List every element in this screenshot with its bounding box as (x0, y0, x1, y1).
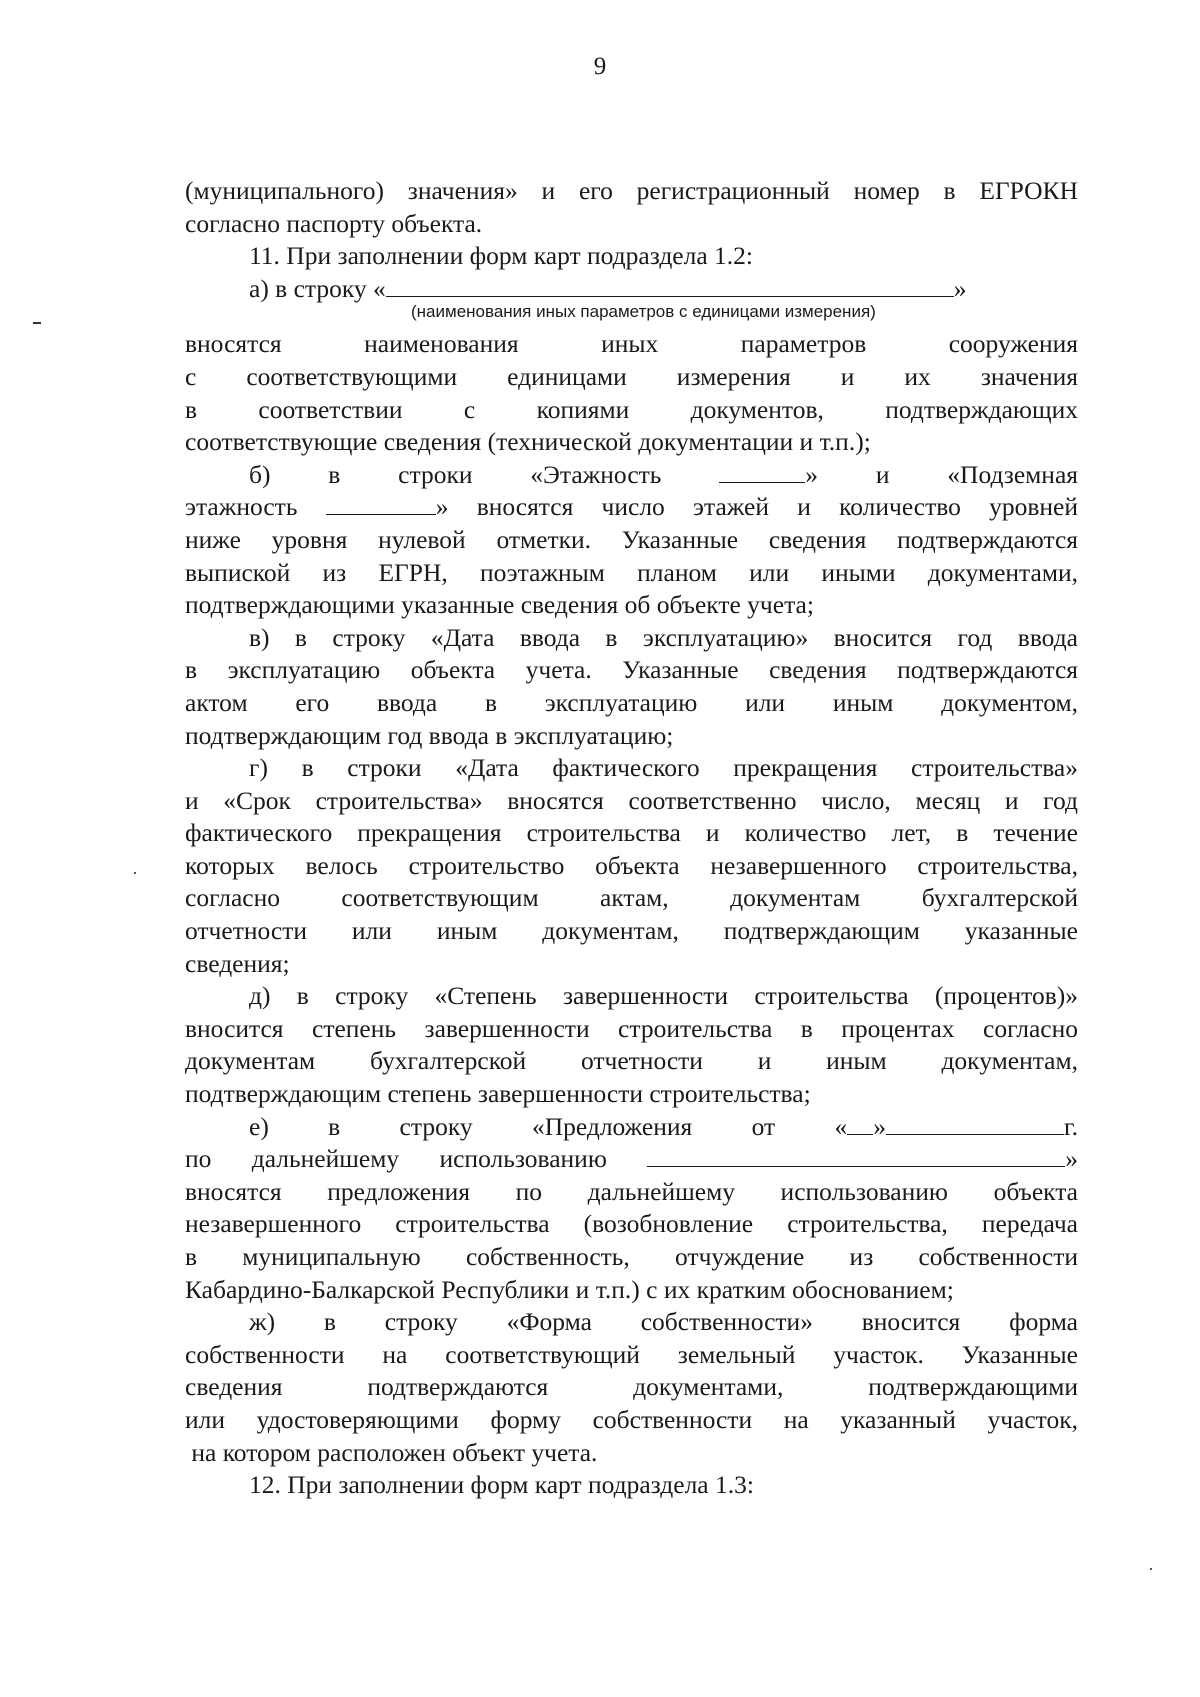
fill-in-blank-day (847, 1112, 873, 1135)
text-fragment: » (873, 1111, 887, 1141)
text-line: которых велось строительство объекта незавершенного строительства, (185, 850, 1078, 880)
fill-in-blank-month (886, 1112, 1008, 1135)
fill-in-blank (326, 492, 436, 515)
text-line: сведения; (185, 948, 290, 978)
text-line: сведения подтверждаются документами, подтверждающими (185, 1372, 1078, 1402)
text-line: актом его ввода в эксплуатацию или иным документом, (185, 687, 1078, 717)
text-line: вносятся наименования иных параметров сооружения (185, 329, 1078, 359)
blank-caption: (наименования иных параметров с единицами измерения) (411, 302, 876, 322)
text-line: с соответствующими единицами измерения и их значения (185, 361, 1078, 391)
text-line: фактического прекращения строительства и количество лет, в течение (185, 818, 1078, 848)
text-fragment: » вносятся число этажей и количество уровней (435, 492, 1078, 522)
text-fragment: по дальнейшему использованию (185, 1144, 648, 1174)
text-line: на котором расположен объект учета. (185, 1437, 598, 1467)
text-line-with-blank (185, 491, 1078, 524)
text-line: вносятся предложения по дальнейшему использованию объекта (185, 1176, 1078, 1206)
text-line-with-blank (185, 1111, 1078, 1144)
text-fragment: а) в строку « (249, 273, 386, 303)
text-line: документам бухгалтерской отчетности и иным документам, (185, 1046, 1078, 1076)
text-line: незавершенного строительства (возобновление строительства, передача (185, 1209, 1078, 1239)
scan-dot (134, 872, 136, 874)
text-line: Кабардино-Балкарской Республики и т.п.) с их кратким обоснованием; (185, 1274, 954, 1304)
text-line: ниже уровня нулевой отметки. Указанные сведения подтверждаются (185, 524, 1078, 554)
text-fragment: г. (1064, 1111, 1078, 1141)
text-line-with-blank (185, 459, 1078, 492)
text-line: соответствующие сведения (технической документации и т.п.); (185, 427, 871, 457)
text-line: подтверждающим степень завершенности строительства; (185, 1079, 811, 1109)
text-fragment: этажность (185, 492, 326, 522)
text-line-with-blank (185, 1143, 1078, 1176)
scan-dot (1150, 1568, 1152, 1570)
text-line: в эксплуатацию объекта учета. Указанные сведения подтверждаются (185, 655, 1078, 685)
text-line: ж) в строку «Форма собственности» вносится форма (249, 1307, 1078, 1337)
fill-in-blank (647, 1144, 1065, 1167)
text-line: и «Срок строительства» вносятся соответственно число, месяц и год (185, 785, 1078, 815)
text-line: подтверждающими указанные сведения об объекте учета; (185, 590, 814, 620)
fill-in-blank (386, 274, 954, 297)
page-number: 9 (593, 53, 607, 80)
text-line: вносится степень завершенности строительства в процентах согласно (185, 1013, 1078, 1043)
text-fragment: » и «Подземная (805, 459, 1078, 489)
text-line: в муниципальную собственность, отчуждение из собственности (185, 1242, 1078, 1271)
text-line: в соответствии с копиями документов, подтверждающих (185, 394, 1078, 424)
text-line: д) в строку «Степень завершенности строительства (процентов)» (249, 981, 1078, 1011)
text-line: в) в строку «Дата ввода в эксплуатацию» вносится год ввода (249, 622, 1078, 652)
text-line: выпиской из ЕГРН, поэтажным планом или иными документами, (185, 557, 1078, 587)
text-line: собственности на соответствующий земельный участок. Указанные (185, 1339, 1078, 1369)
section-heading-11: 11. При заполнении форм карт подраздела 1.2: (249, 241, 753, 271)
fill-in-blank-year (1008, 1112, 1064, 1135)
text-fragment: » (953, 273, 967, 303)
document-body (185, 175, 1078, 1502)
text-line: отчетности или иным документам, подтверждающим указанные (185, 916, 1078, 946)
scan-margin-mark (33, 322, 41, 324)
text-fragment: е) в строку «Предложения от « (249, 1111, 848, 1141)
text-line: согласно соответствующим актам, документам бухгалтерской (185, 883, 1078, 913)
text-line: согласно паспорту объекта. (185, 208, 483, 238)
text-fragment: б) в строки «Этажность (249, 459, 720, 489)
text-line: г) в строки «Дата фактического прекращения строительства» (249, 753, 1078, 783)
caption-row (185, 299, 1078, 329)
text-fragment: » (1065, 1144, 1078, 1174)
text-line: или удостоверяющими форму собственности на указанный участок, (185, 1404, 1078, 1434)
text-line: (муниципального) значения» и его регистрационный номер в ЕГРОКН (185, 176, 1078, 205)
section-heading-12: 12. При заполнении форм карт подраздела 1.3: (249, 1470, 754, 1500)
text-line: подтверждающим год ввода в эксплуатацию; (185, 720, 674, 750)
fill-in-blank (719, 460, 805, 483)
